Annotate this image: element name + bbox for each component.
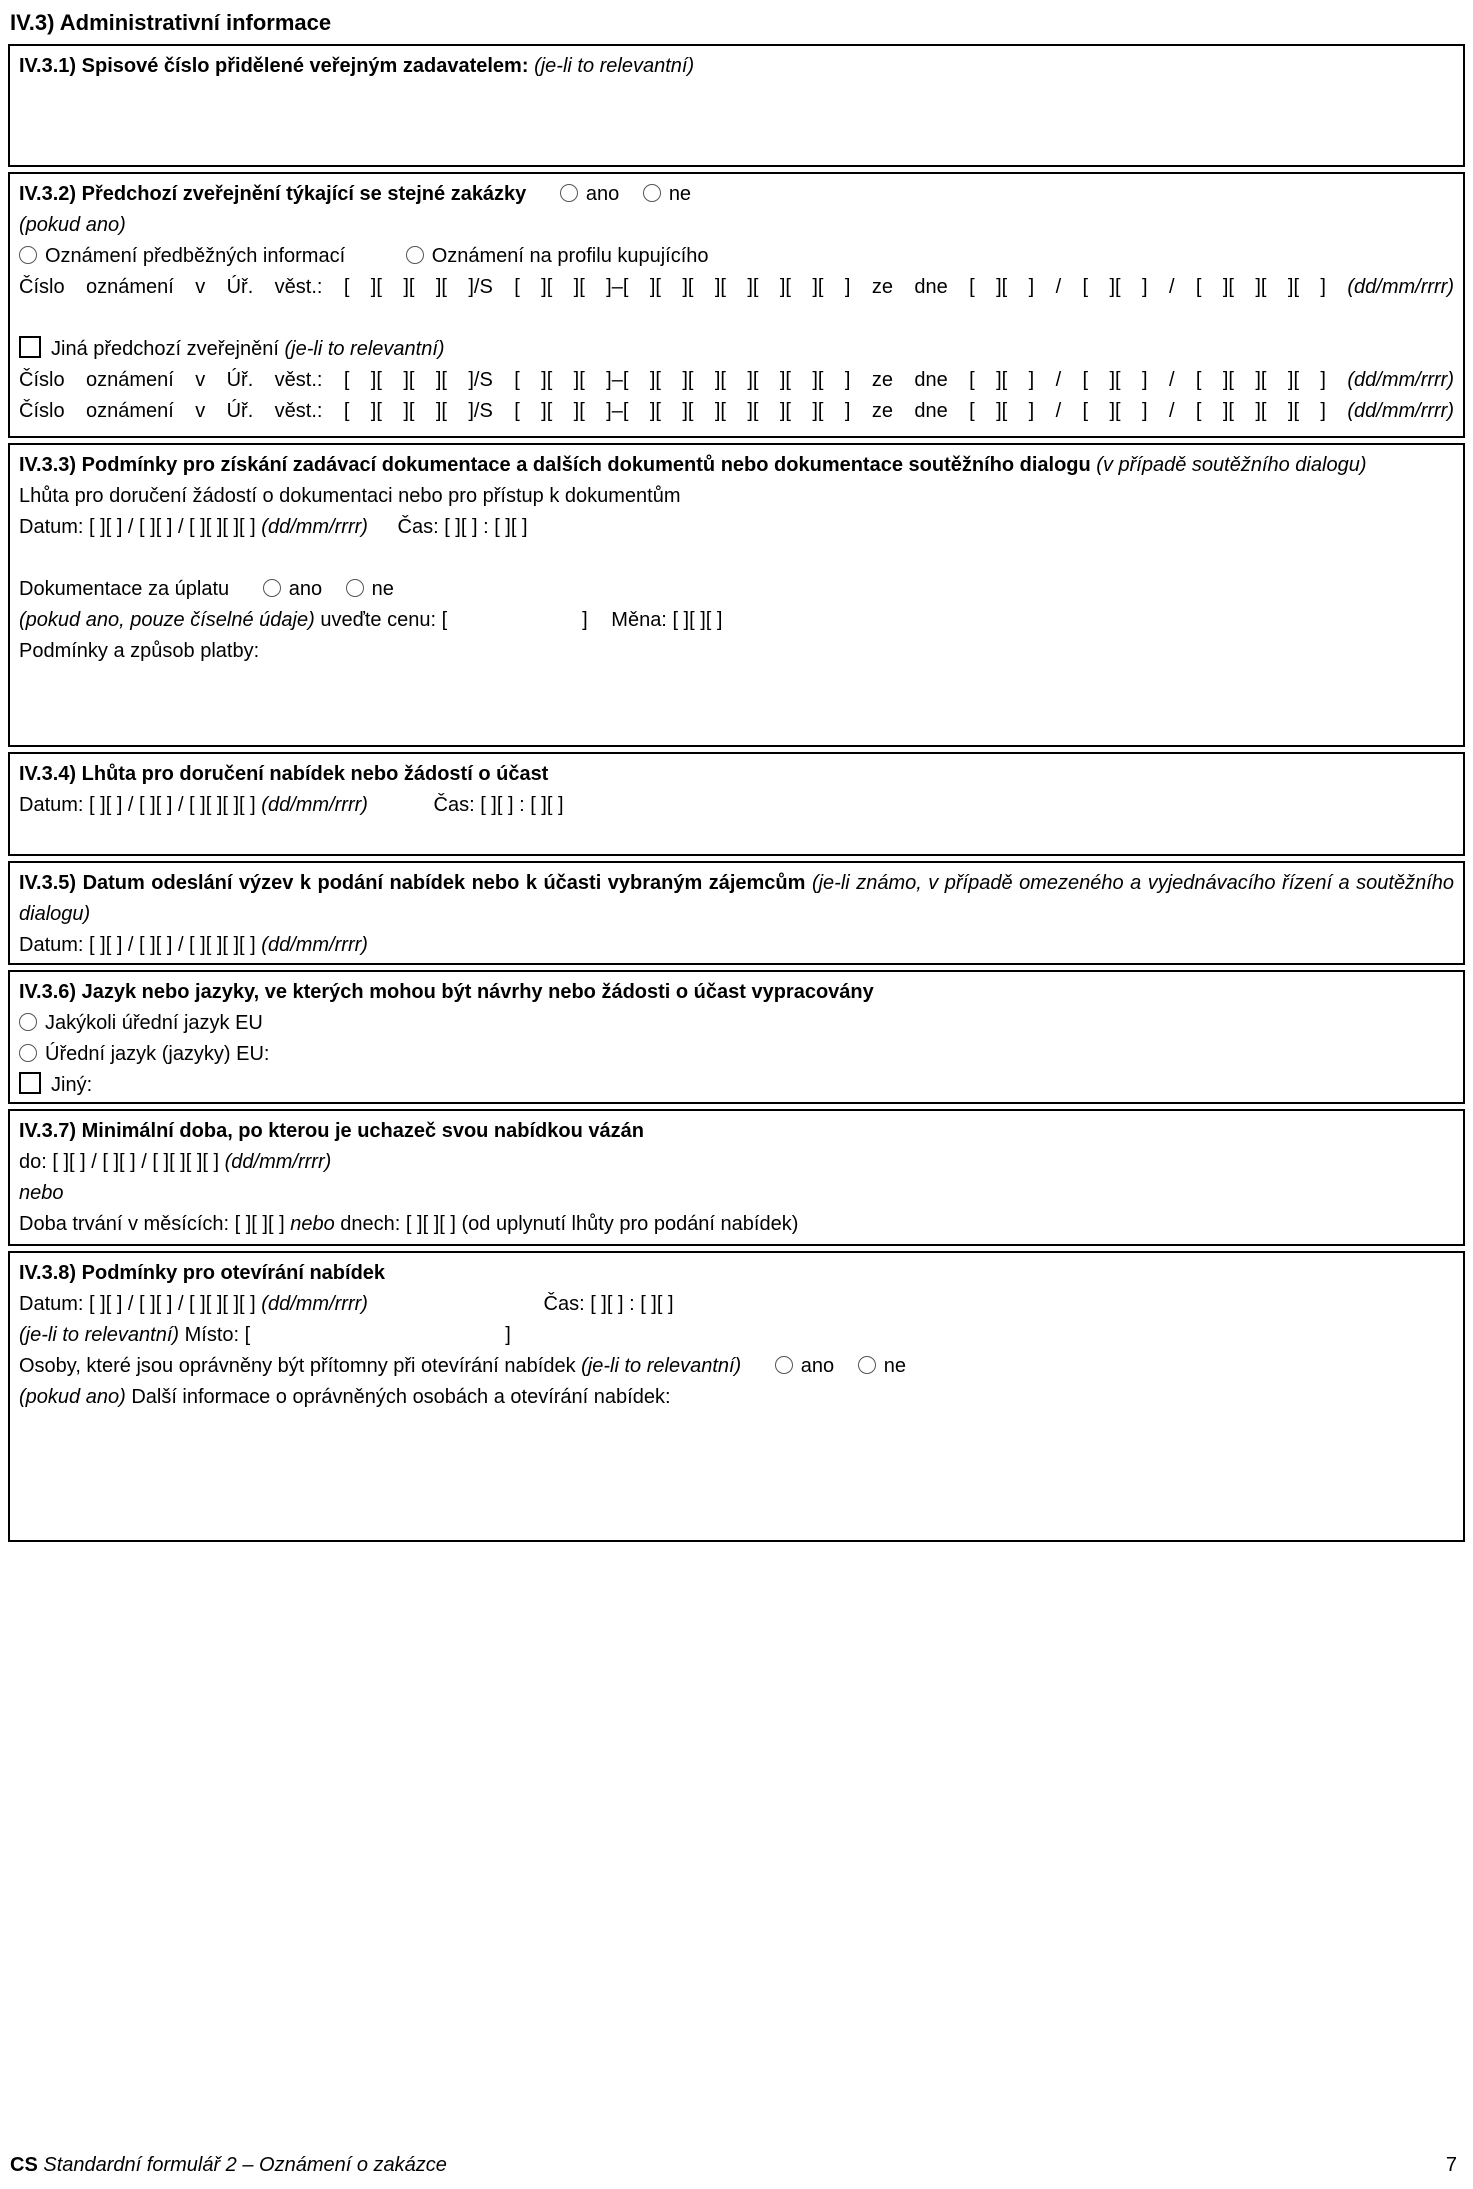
- s36-opt-any-label: Jakýkoli úřední jazyk EU: [45, 1012, 263, 1034]
- date-format-hint: (dd/mm/rrrr): [1347, 400, 1454, 422]
- s35-date-line: [19, 930, 1454, 961]
- s38-date-time-line: [19, 1289, 1454, 1320]
- s31-title-line: [19, 51, 1454, 82]
- s32-title: IV.3.2) Předchozí zveřejnění týkající se stejné zakázky: [19, 183, 527, 205]
- place-field-close: ]: [505, 1324, 511, 1346]
- time-label: Čas:: [433, 794, 475, 816]
- s37-days-note: (od uplynutí lhůty pro podání nabídek): [461, 1213, 799, 1235]
- s35-title-line: [19, 868, 1454, 930]
- radio-official-eu-language[interactable]: [19, 1044, 37, 1062]
- time-field[interactable]: [ ][ ] : [ ][ ]: [590, 1293, 674, 1315]
- s36-opt-other-line: [19, 1070, 1454, 1101]
- radio-prior-publication-yes[interactable]: [560, 184, 578, 202]
- s32-other-line: [19, 334, 1454, 365]
- radio-buyer-profile-notice[interactable]: [406, 246, 424, 264]
- section-iv-3-3: [8, 443, 1465, 747]
- s36-opt-any-line: [19, 1008, 1454, 1039]
- s37-until-line: [19, 1147, 1454, 1178]
- s37-title: IV.3.7) Minimální doba, po kterou je uchazeč svou nabídkou vázán: [19, 1120, 644, 1142]
- s31-relevant-hint: (je-li to relevantní): [534, 55, 695, 77]
- s33-title-line: [19, 450, 1454, 481]
- date-format-hint: (dd/mm/rrrr): [261, 1293, 368, 1315]
- months-field[interactable]: [ ][ ][ ]: [234, 1213, 285, 1235]
- s33-deadline-label: Lhůta pro doručení žádostí o dokumentaci nebo pro přístup k dokumentům: [19, 485, 681, 507]
- s33-price-line: [19, 605, 1454, 636]
- s38-relevant-hint: (je-li to relevantní): [19, 1324, 180, 1346]
- s33-currency-label: Měna:: [611, 609, 667, 631]
- s38-if-yes-hint: (pokud ano): [19, 1386, 126, 1408]
- s38-title: IV.3.8) Podmínky pro otevírání nabídek: [19, 1262, 386, 1284]
- date-format-hint: (dd/mm/rrrr): [261, 516, 368, 538]
- s38-persons-label: Osoby, které jsou oprávněny být přítomny při otevírání nabídek: [19, 1355, 576, 1377]
- no-label: ne: [371, 578, 394, 600]
- s33-title-hint: (v případě soutěžního dialogu): [1096, 454, 1367, 476]
- radio-payable-docs-no[interactable]: [346, 579, 364, 597]
- spacer: [19, 543, 1454, 574]
- s37-duration-line: [19, 1209, 1454, 1240]
- section-iv-3-1: [8, 44, 1465, 167]
- s32-if-yes-hint: (pokud ano): [19, 214, 126, 236]
- s32-other-label: Jiná předchozí zveřejnění: [51, 338, 279, 360]
- s34-date-time-line: [19, 790, 1454, 821]
- s38-persons-line: [19, 1351, 1454, 1382]
- s32-other-relevant-hint: (je-li to relevantní): [284, 338, 445, 360]
- oj-number-pattern: Číslo oznámení v Úř. věst.: [ ][ ][ ][ ]/S [ ][ ][ ]–[ ][ ][ ][ ][ ][ ][ ] ze dne [ ][ ] / [ ][ ] / [ ][ ][ ][ ]: [19, 369, 1326, 391]
- date-format-hint: (dd/mm/rrrr): [261, 934, 368, 956]
- price-field-open[interactable]: [: [441, 609, 448, 631]
- radio-persons-no[interactable]: [858, 1356, 876, 1374]
- section-iv-3-4: [8, 752, 1465, 856]
- s35-title-hint: (je-li známo, v případě omezeného a vyjednávacího řízení a soutěžního dialogu): [19, 872, 1455, 925]
- s37-or-label: nebo: [19, 1182, 64, 1204]
- s38-place-line: [19, 1320, 1454, 1351]
- date-format-hint: (dd/mm/rrrr): [1347, 369, 1454, 391]
- section-iv-3-7: [8, 1109, 1465, 1246]
- oj-number-pattern: Číslo oznámení v Úř. věst.: [ ][ ][ ][ ]/S [ ][ ][ ]–[ ][ ][ ][ ][ ][ ][ ] ze dne [ ][ ] / [ ][ ] / [ ][ ][ ][ ]: [19, 276, 1326, 298]
- s33-if-yes-numeric-hint: (pokud ano, pouze číselné údaje): [19, 609, 315, 631]
- time-field[interactable]: [ ][ ] : [ ][ ]: [444, 516, 528, 538]
- date-label: Datum:: [19, 934, 84, 956]
- checkbox-other-previous-publications[interactable]: [19, 336, 41, 358]
- s32-opt-buyer-label: Oznámení na profilu kupujícího: [431, 245, 709, 267]
- currency-field[interactable]: [ ][ ][ ]: [672, 609, 723, 631]
- s38-more-info-label: Další informace o oprávněných osobách a otevírání nabídek:: [131, 1386, 671, 1408]
- radio-payable-docs-yes[interactable]: [263, 579, 281, 597]
- s36-opt-official-label: Úřední jazyk (jazyky) EU:: [45, 1043, 270, 1065]
- s37-until-label: do:: [19, 1151, 47, 1173]
- date-label: Datum:: [19, 1293, 84, 1315]
- s38-persons-relevant-hint: (je-li to relevantní): [581, 1355, 742, 1377]
- date-field[interactable]: [ ][ ] / [ ][ ] / [ ][ ][ ][ ]: [52, 1151, 220, 1173]
- section-iv-3-5: [8, 861, 1465, 965]
- days-field[interactable]: [ ][ ][ ]: [405, 1213, 456, 1235]
- time-field[interactable]: [ ][ ] : [ ][ ]: [480, 794, 564, 816]
- footer-language-code: CS: [10, 2154, 38, 2176]
- date-field[interactable]: [ ][ ] / [ ][ ] / [ ][ ][ ][ ]: [89, 1293, 256, 1315]
- s33-price-label: uveďte cenu:: [320, 609, 437, 631]
- date-format-hint: (dd/mm/rrrr): [1347, 276, 1454, 298]
- s33-terms-label: Podmínky a způsob platby:: [19, 640, 260, 662]
- date-field[interactable]: [ ][ ] / [ ][ ] / [ ][ ][ ][ ]: [89, 516, 256, 538]
- date-format-hint: (dd/mm/rrrr): [224, 1151, 332, 1173]
- footer-form-title: Standardní formulář 2 – Oznámení o zakázce: [43, 2154, 447, 2176]
- s37-months-label: Doba trvání v měsících:: [19, 1213, 230, 1235]
- checkbox-other-language[interactable]: [19, 1072, 41, 1094]
- s38-more-info-line: [19, 1382, 1454, 1413]
- s33-payable-line: [19, 574, 1454, 605]
- date-field[interactable]: [ ][ ] / [ ][ ] / [ ][ ][ ][ ]: [89, 794, 256, 816]
- oj-number-line: [19, 272, 1454, 303]
- s36-opt-official-line: [19, 1039, 1454, 1070]
- s36-title: IV.3.6) Jazyk nebo jazyky, ve kterých mohou být návrhy nebo žádosti o účast vypracovány: [19, 981, 874, 1003]
- yes-label: ano: [288, 578, 323, 600]
- time-label: Čas:: [543, 1293, 585, 1315]
- page-footer: [10, 2154, 1457, 2177]
- s34-title: IV.3.4) Lhůta pro doručení nabídek nebo žádostí o účast: [19, 763, 549, 785]
- s32-options-line: [19, 241, 1454, 272]
- s33-payable-label: Dokumentace za úplatu: [19, 578, 230, 600]
- footer-left: [10, 2154, 447, 2177]
- radio-prior-publication-no[interactable]: [643, 184, 661, 202]
- s33-title: IV.3.3) Podmínky pro získání zadávací dokumentace a dalších dokumentů nebo dokumentace soutěžního dialogu: [19, 454, 1091, 476]
- yes-label: ano: [585, 183, 620, 205]
- time-label: Čas:: [397, 516, 439, 538]
- section-iv-3-2: [8, 172, 1465, 438]
- radio-prior-information-notice[interactable]: [19, 246, 37, 264]
- section-iv-3-8: [8, 1251, 1465, 1542]
- s32-opt-prior-label: Oznámení předběžných informací: [45, 245, 346, 267]
- yes-label: ano: [800, 1355, 835, 1377]
- date-label: Datum:: [19, 516, 84, 538]
- section-iv-3-6: [8, 970, 1465, 1104]
- price-field-close: ]: [582, 609, 588, 631]
- oj-number-line: [19, 396, 1454, 427]
- oj-number-line: [19, 365, 1454, 396]
- s33-date-time-line: [19, 512, 1454, 543]
- s32-title-line: [19, 179, 1454, 210]
- s37-or-word: nebo: [290, 1213, 335, 1235]
- oj-number-pattern: Číslo oznámení v Úř. věst.: [ ][ ][ ][ ]/S [ ][ ][ ]–[ ][ ][ ][ ][ ][ ][ ] ze dne [ ][ ] / [ ][ ] / [ ][ ][ ][ ]: [19, 400, 1326, 422]
- s37-days-label: dnech:: [340, 1213, 401, 1235]
- no-label: ne: [668, 183, 692, 205]
- footer-page-number: 7: [1445, 2154, 1457, 2176]
- date-label: Datum:: [19, 794, 84, 816]
- date-format-hint: (dd/mm/rrrr): [261, 794, 368, 816]
- spacer: [19, 303, 1454, 334]
- page-title: IV.3) Administrativní informace: [10, 10, 332, 35]
- date-field[interactable]: [ ][ ] / [ ][ ] / [ ][ ][ ][ ]: [89, 934, 256, 956]
- s35-title: IV.3.5) Datum odeslání výzev k podání nabídek nebo k účasti vybraným zájemcům: [19, 872, 806, 894]
- s38-place-label: Místo:: [184, 1324, 240, 1346]
- radio-any-eu-language[interactable]: [19, 1013, 37, 1031]
- place-field-open[interactable]: [: [244, 1324, 251, 1346]
- no-label: ne: [883, 1355, 906, 1377]
- s36-opt-other-label: Jiný:: [51, 1074, 93, 1096]
- radio-persons-yes[interactable]: [775, 1356, 793, 1374]
- s31-title: IV.3.1) Spisové číslo přidělené veřejným zadavatelem:: [19, 55, 529, 77]
